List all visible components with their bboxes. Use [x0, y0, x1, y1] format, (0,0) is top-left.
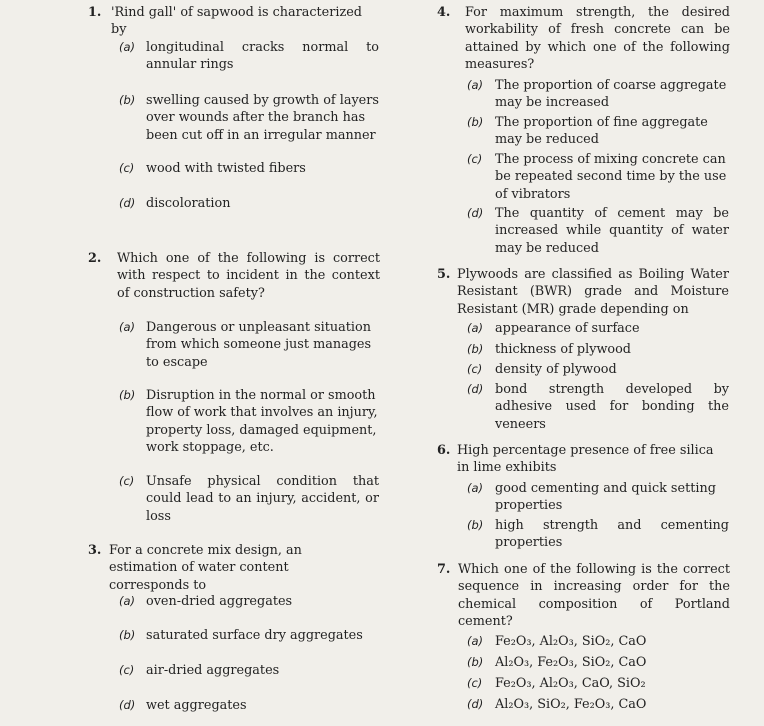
option-text: longitudinal cracks normal to annular rings	[146, 40, 379, 73]
question-text: For a concrete mix design, an estimation of water content corresponds to	[109, 543, 302, 593]
option-label: (d)	[467, 382, 484, 396]
option-text: Fe₂O₃, Al₂O₃, CaO, SiO₂	[495, 676, 646, 691]
option-text: Disruption in the normal or smooth flow of work that involves an injury, property loss, damaged equipment, work stoppage, etc.	[146, 388, 378, 456]
question-text: For maximum strength, the desired workability of fresh concrete can be attained by which one of the following measures?	[465, 5, 730, 73]
option-label: (b)	[467, 342, 484, 356]
option-label: (d)	[119, 698, 136, 712]
option-text: high strength and cementing properties	[495, 518, 729, 551]
option-label: (a)	[467, 481, 484, 495]
option-text: discoloration	[146, 196, 231, 211]
question-number: 4.	[437, 5, 451, 20]
option-label: (c)	[119, 474, 135, 488]
option-text: good cementing and quick setting properties	[495, 481, 716, 514]
option-label: (d)	[467, 697, 484, 711]
option-text: air-dried aggregates	[146, 663, 280, 678]
option-label: (b)	[119, 388, 136, 402]
option-text: Fe₂O₃, Al₂O₃, SiO₂, CaO	[495, 634, 647, 649]
question-number: 1.	[88, 5, 102, 20]
option-label: (d)	[467, 206, 484, 220]
question-number: 2.	[88, 251, 102, 266]
option-label: (a)	[119, 594, 136, 608]
option-text: Unsafe physical condition that could lead to an injury, accident, or loss	[146, 474, 379, 524]
option-text: Dangerous or unpleasant situation from which someone just manages to escape	[146, 320, 372, 370]
question-text: High percentage presence of free silica in lime exhibits	[457, 443, 714, 476]
option-text: thickness of plywood	[495, 342, 631, 357]
option-text: Al₂O₃, Fe₂O₃, SiO₂, CaO	[495, 655, 647, 670]
option-text: bond strength developed by adhesive used for bonding the veneers	[495, 382, 729, 432]
option-label: (a)	[467, 321, 484, 335]
option-text: The proportion of fine aggregate may be reduced	[495, 115, 708, 148]
option-text: saturated surface dry aggregates	[146, 628, 363, 643]
option-text: oven-dried aggregates	[146, 594, 293, 609]
option-label: (b)	[119, 628, 136, 642]
option-text: The proportion of coarse aggregate may be increased	[495, 78, 727, 111]
option-label: (c)	[467, 676, 483, 690]
question-number: 6.	[437, 443, 451, 458]
question-number: 7.	[437, 562, 451, 577]
option-label: (b)	[119, 93, 136, 107]
option-label: (b)	[467, 518, 484, 532]
option-label: (a)	[119, 320, 136, 334]
option-label: (a)	[467, 78, 484, 92]
option-label: (c)	[119, 161, 135, 175]
option-label: (a)	[467, 634, 484, 648]
question-number: 5.	[437, 267, 451, 282]
option-text: wet aggregates	[146, 698, 247, 713]
question-text: Which one of the following is the correct sequence in increasing order for the chemical composition of Portland cement?	[458, 562, 730, 630]
option-label: (c)	[467, 362, 483, 376]
question-text: Plywoods are classified as Boiling Water Resistant (BWR) grade and Moisture Resistant (MR) grade depending on	[457, 267, 729, 317]
question-text: 'Rind gall' of sapwood is characterized by	[111, 5, 362, 38]
option-text: The process of mixing concrete can be repeated second time by the use of vibrators	[495, 152, 727, 202]
option-text: density of plywood	[495, 362, 617, 377]
option-text: Al₂O₃, SiO₂, Fe₂O₃, CaO	[495, 697, 647, 712]
option-label: (b)	[467, 655, 484, 669]
question-number: 3.	[88, 543, 102, 558]
option-text: The quantity of cement may be increased while quantity of water may be reduced	[495, 206, 729, 256]
question-text: Which one of the following is correct with respect to incident in the context of construction safety?	[117, 251, 380, 301]
option-label: (a)	[119, 40, 136, 54]
option-text: wood with twisted fibers	[146, 161, 306, 176]
option-label: (d)	[119, 196, 136, 210]
option-label: (c)	[119, 663, 135, 677]
option-text: appearance of surface	[495, 321, 640, 336]
option-label: (c)	[467, 152, 483, 166]
option-label: (b)	[467, 115, 484, 129]
option-text: swelling caused by growth of layers over wounds after the branch has been cut off in an irregular manner	[146, 93, 379, 143]
